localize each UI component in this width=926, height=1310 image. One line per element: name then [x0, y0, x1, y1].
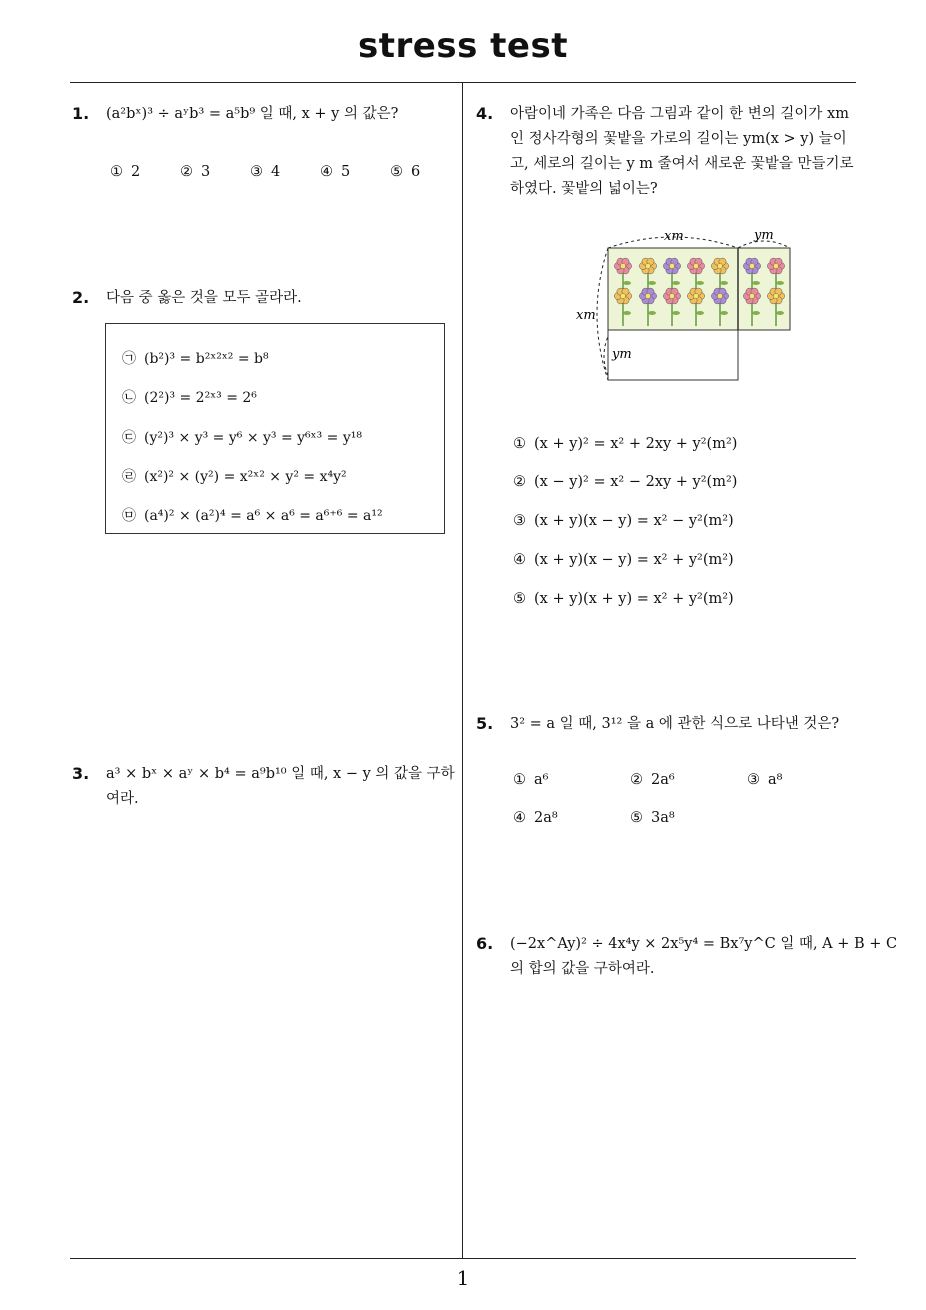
page-title: stress test: [358, 26, 568, 66]
choice-1[interactable]: ① 2: [110, 164, 141, 180]
choice-2[interactable]: ② 2a⁶: [630, 772, 675, 788]
top-rule: [70, 82, 856, 83]
choice-4[interactable]: ④ (x + y)(x − y) = x² + y²(m²): [513, 552, 734, 568]
question-text: 3² = a 일 때, 3¹² 을 a 에 관한 식으로 나타낸 것은?: [510, 716, 840, 732]
question-text-line-4: 하였다. 꽃밭의 넓이는?: [510, 181, 658, 197]
choice-1[interactable]: ① (x + y)² = x² + 2xy + y²(m²): [513, 436, 738, 452]
question-text-line-2: 인 정사각형의 꽃밭을 가로의 길이는 ym(x > y) 늘이: [510, 131, 847, 147]
question-text-line-1: (−2x^Ay)² ÷ 4x⁴y × 2x⁵y⁴ = Bx⁷y^C 일 때, A + B + C: [510, 936, 898, 952]
statement-1: ㉠ (b²)³ = b²ˣ²ˣ² = b⁸: [122, 351, 269, 367]
statement-5: ㉤ (a⁴)² × (a²)⁴ = a⁶ × a⁶ = a⁶⁺⁶ = a¹²: [122, 508, 383, 524]
statement-2: ㉡ (2²)³ = 2²ˣ³ = 2⁶: [122, 390, 257, 406]
question-text: (a²bˣ)³ ÷ aʸb³ = a⁵b⁹ 일 때, x + y 의 값은?: [106, 106, 399, 122]
question-text-line-2: 의 합의 값을 구하여라.: [510, 961, 655, 977]
choice-3[interactable]: ③ (x + y)(x − y) = x² − y²(m²): [513, 513, 734, 529]
choice-1[interactable]: ① a⁶: [513, 772, 549, 788]
question-number: 6.: [476, 934, 494, 953]
choice-2[interactable]: ② (x − y)² = x² − 2xy + y²(m²): [513, 474, 738, 490]
question-text-line-2: 여라.: [106, 791, 139, 807]
label-top-y: ym: [754, 228, 774, 243]
choice-4[interactable]: ④ 5: [320, 164, 351, 180]
choice-5[interactable]: ⑤ (x + y)(x + y) = x² + y²(m²): [513, 591, 734, 607]
question-number: 2.: [72, 288, 90, 307]
garden-extension: [738, 248, 790, 330]
question-text-line-1: a³ × bˣ × aʸ × b⁴ = a⁹b¹⁰ 일 때, x − y 의 값을 구하: [106, 766, 455, 782]
flower-garden-figure: [568, 222, 808, 392]
column-divider: [462, 83, 463, 1258]
question-number: 4.: [476, 104, 494, 123]
choice-2[interactable]: ② 3: [180, 164, 211, 180]
question-text-line-1: 아람이네 가족은 다음 그림과 같이 한 변의 길이가 xm: [510, 106, 849, 122]
choice-4[interactable]: ④ 2a⁸: [513, 810, 558, 826]
bottom-rule: [70, 1258, 856, 1259]
choice-5[interactable]: ⑤ 3a⁸: [630, 810, 675, 826]
label-top-x: xm: [664, 229, 684, 244]
question-text: 다음 중 옳은 것을 모두 골라라.: [106, 290, 302, 306]
dimension-arc-left-x: [597, 248, 608, 380]
choice-5[interactable]: ⑤ 6: [390, 164, 421, 180]
page-number: 1: [456, 1266, 470, 1290]
choice-3[interactable]: ③ a⁸: [747, 772, 783, 788]
statement-4: ㉣ (x²)² × (y²) = x²ˣ² × y² = x⁴y²: [122, 469, 347, 485]
question-number: 1.: [72, 104, 90, 123]
statement-3: ㉢ (y²)³ × y³ = y⁶ × y³ = y⁶ˣ³ = y¹⁸: [122, 430, 362, 446]
question-number: 5.: [476, 714, 494, 733]
choice-3[interactable]: ③ 4: [250, 164, 281, 180]
label-left-x: xm: [576, 308, 596, 323]
question-number: 3.: [72, 764, 90, 783]
question-text-line-3: 고, 세로의 길이는 y m 줄여서 새로운 꽃밭을 만들기로: [510, 156, 854, 172]
label-inner-y: ym: [612, 347, 632, 362]
